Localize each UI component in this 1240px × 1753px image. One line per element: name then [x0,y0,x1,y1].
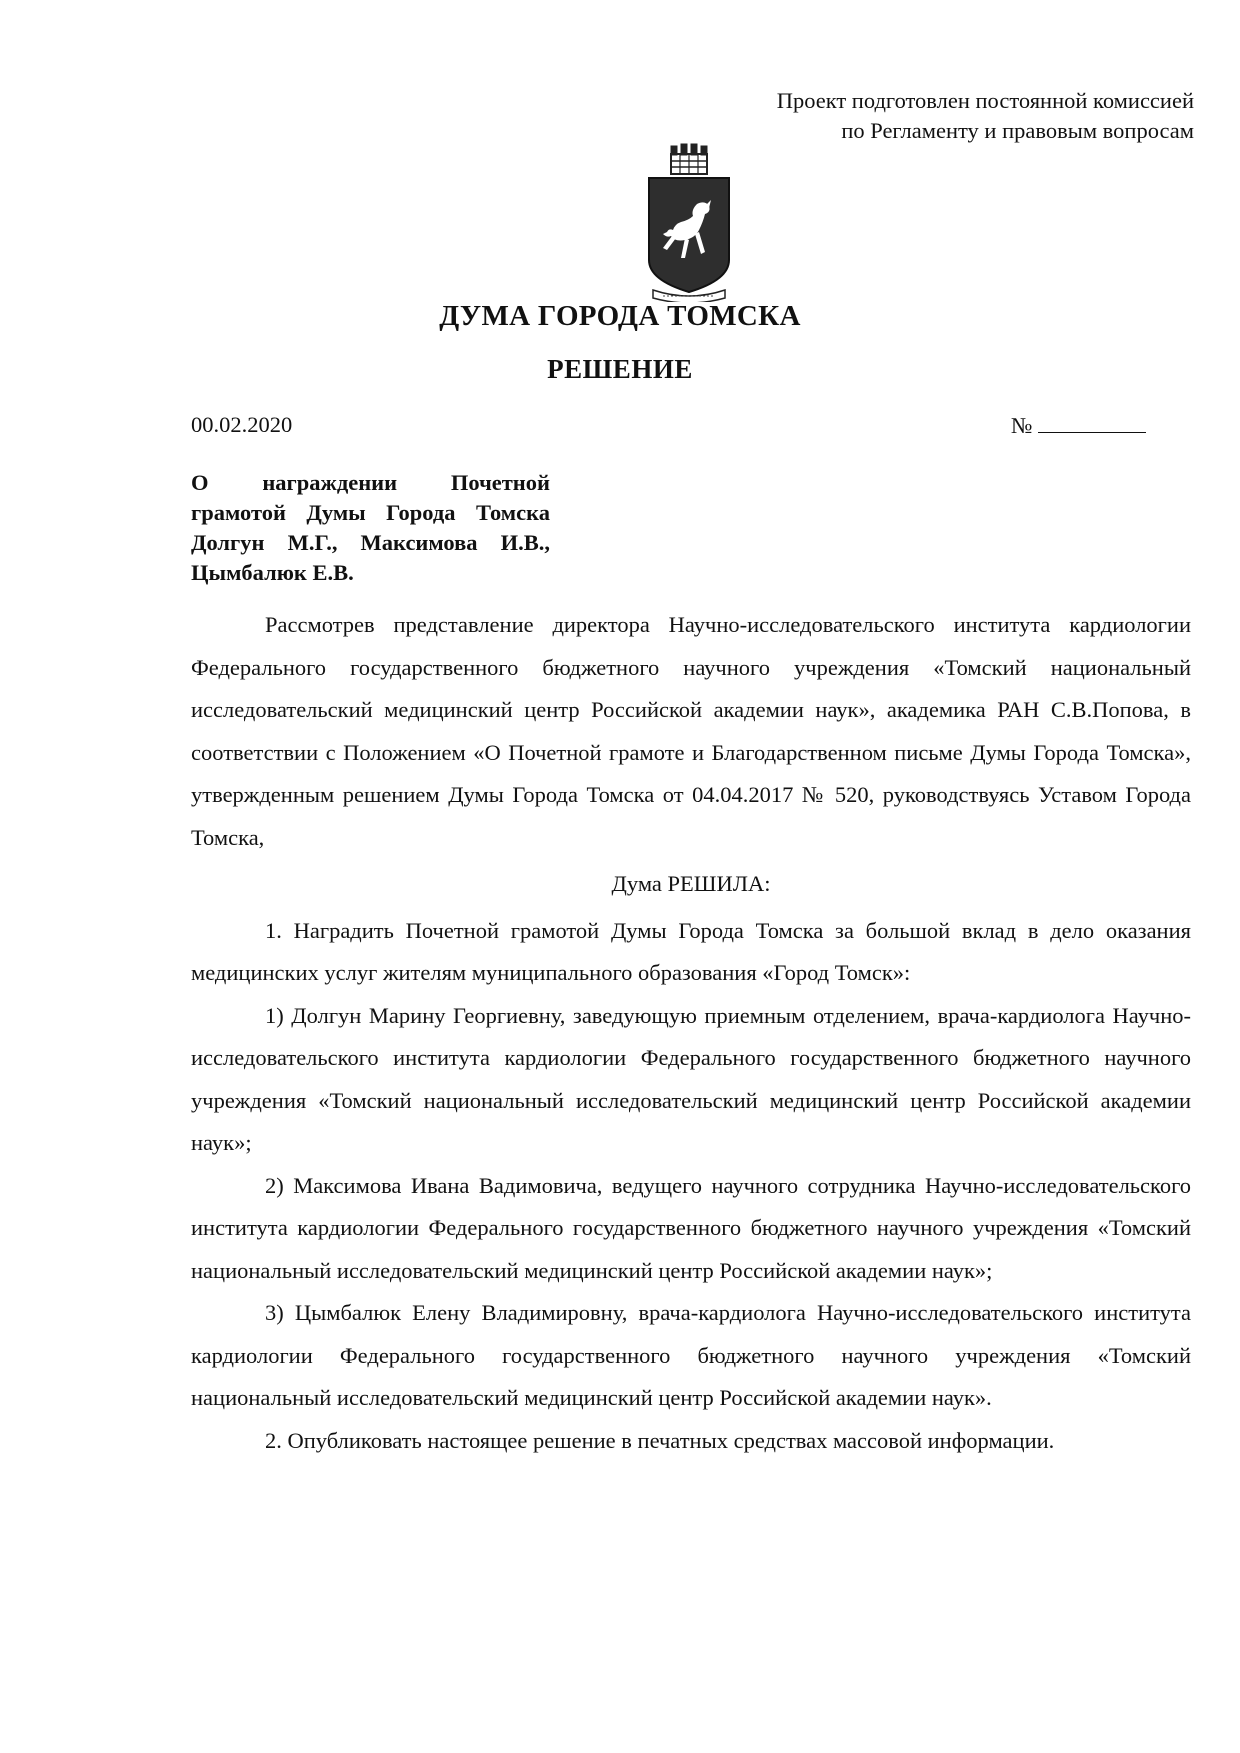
item-1-3-paragraph: 3) Цымбалюк Елену Владимировну, врача-кардиолога Научно-исследовательского института кардиологии Федерального государственного бюджетного научного учреждения «Томский национальный исследовательский медицинский центр Российской академии наук». [191,1300,1191,1410]
decision-body [191,604,1191,1462]
document-number [1011,412,1146,439]
organization-title: ДУМА ГОРОДА ТОМСКА [439,300,801,332]
decision-subject [191,468,550,588]
number-label: № [1011,413,1033,438]
subject-line-4: Цымбалюк Е.В. [191,560,354,585]
number-blank-line [1038,412,1146,433]
preamble-paragraph: Рассмотрев представление директора Научно-исследовательского института кардиологии Федерального государственного бюджетного научного учреждения «Томский национальный исследовательский медицинский центр Российской академии наук», академика РАН С.В.Попова, в соответствии с Положением «О Почетной грамоте и Благодарственном письме Думы Города Томска», утвержденным решением Думы Города Томска от 04.04.2017 № 520, руководствуясь Уставом Города Томска, [191,612,1191,850]
item-2-paragraph: 2. Опубликовать настоящее решение в печатных средствах массовой информации. [265,1427,1055,1453]
document-date: 00.02.2020 [191,412,293,437]
item-1-2-paragraph: 2) Максимова Ивана Вадимовича, ведущего научного сотрудника Научно-исследовательского института кардиологии Федерального государственного бюджетного научного учреждения «Томский национальный исследовательский медицинский центр Российской академии наук»; [191,1172,1191,1283]
subject-line-3: Долгун М.Г., Максимова И.В., [191,530,550,555]
tomsk-coat-of-arms-icon [645,142,733,302]
document-type: РЕШЕНИЕ [547,354,693,384]
item-1-paragraph: 1. Наградить Почетной грамотой Думы Города Томска за большой вклад в дело оказания медицинских услуг жителям муниципального образования «Город Томск»: [191,917,1191,985]
subject-line-1: О награждении Почетной [191,470,550,495]
crown-icon [671,144,707,174]
item-1-1-paragraph: 1) Долгун Марину Георгиевну, заведующую приемным отделением, врача-кардиолога Научно-исследовательского института кардиологии Федерального государственного бюджетного научного учреждения «Томский национальный исследовательский медицинский центр Российской академии наук»; [191,1002,1191,1155]
resolved-heading: Дума РЕШИЛА: [611,871,771,896]
prepared-by-line-1: Проект подготовлен постоянной комиссией [776,88,1194,113]
prepared-by-line-2: по Регламенту и правовым вопросам [841,118,1194,143]
prepared-by-note [777,86,1194,146]
subject-line-2: грамотой Думы Города Томска [191,500,550,525]
